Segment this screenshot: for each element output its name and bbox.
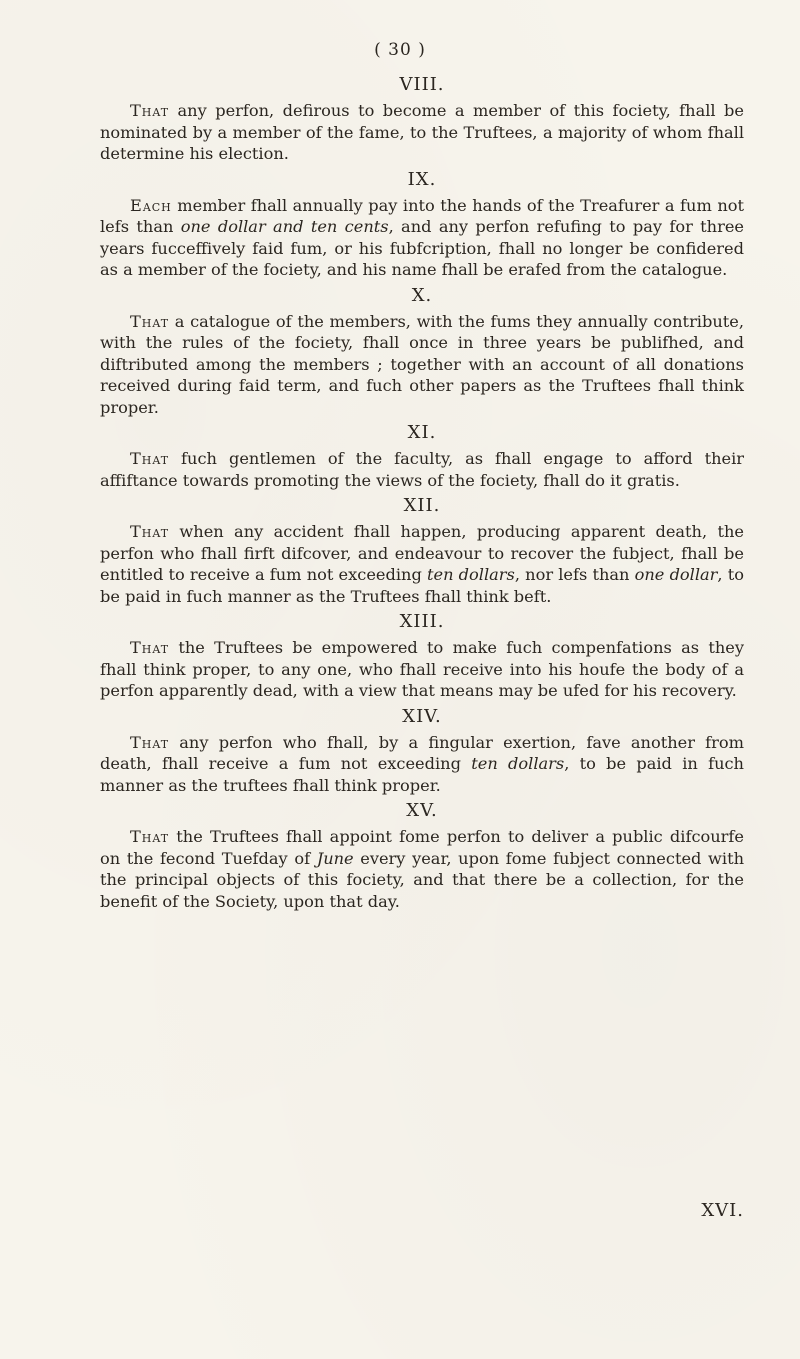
italic-text: ten dollars	[471, 754, 565, 773]
article-numeral: VIII.	[399, 74, 445, 95]
article-lead-word: That	[130, 827, 170, 846]
article-lead-word: That	[130, 522, 170, 541]
article-paragraph	[100, 826, 744, 912]
article-text: , and any perfon refufing to pay for three years fucceffively faid fum, or his fubfcription, fhall no longer be confidered as a member of the fociety, and his name fhall be erafed from the catalogue.	[100, 217, 744, 279]
article-paragraph	[100, 521, 744, 607]
article-paragraph	[100, 311, 744, 419]
article-lead-word: That	[130, 101, 170, 120]
article-text: any perfon, defirous to become a member of this fociety, fhall be nominated by a member of the fame, to the Truftees, a majority of whom fhall determine his election.	[100, 101, 744, 163]
article-paragraph	[100, 637, 744, 702]
article-numeral: X.	[411, 284, 433, 306]
article-text: , nor lefs than	[514, 565, 635, 584]
article-text: any perfon who fhall, by a fingular exertion, fave another from death, fhall receive a fum not exceeding	[100, 732, 744, 773]
article-lead-word: Each	[130, 195, 172, 215]
italic-text: ten dollars	[426, 565, 515, 584]
article-text: the Truftees be empowered to make fuch compenfations as they fhall think proper, to any one, who fhall receive into his houfe the body of a perfon apparently dead, with a view that means may be ufed for his recovery.	[100, 638, 744, 700]
article-text: , to be paid in fuch manner as the truftees fhall think proper.	[100, 754, 744, 795]
article-text: fuch gentlemen of the faculty, as fhall engage to afford their affiftance towards promoting the views of the fociety, fhall do it gratis.	[100, 449, 744, 490]
article-numeral: XIV.	[402, 705, 442, 727]
article-paragraph	[100, 448, 744, 491]
article-lead-word: That	[130, 449, 170, 468]
articles-text	[100, 70, 744, 912]
article-text: , to be paid in fuch manner as the Truftees fhall think beft.	[100, 565, 744, 606]
article-numeral: IX.	[407, 168, 437, 190]
article-text: the Truftees fhall appoint fome perfon to deliver a public difcourfe on the fecond Tuefday of	[100, 827, 744, 868]
article-text: a catalogue of the members, with the fums they annually contribute, with the rules of the fociety, fhall once in three years be publifhed, and diftributed among the members ; together with an account of all donations received during faid term, and fuch other papers as the Truftees fhall think proper.	[100, 311, 744, 417]
italic-text: one dollar	[634, 565, 718, 584]
article-paragraph	[100, 195, 744, 281]
article-numeral: XII.	[403, 495, 441, 516]
page-number: ( 30 )	[374, 40, 426, 60]
article-paragraph	[100, 100, 744, 165]
italic-text: one dollar and ten cents	[180, 217, 389, 236]
article-lead-word: That	[130, 638, 170, 657]
article-text: member fhall annually pay into the hands of the Treafurer a fum not lefs than	[100, 195, 744, 236]
catchword: XVI.	[701, 1200, 744, 1221]
article-numeral: XV.	[406, 800, 438, 821]
italic-text: June	[316, 848, 354, 868]
article-numeral: XI.	[407, 422, 437, 443]
article-numeral: XIII.	[399, 611, 445, 632]
article-lead-word: That	[130, 311, 170, 331]
article-text: when any accident fhall happen, producing apparent death, the perfon who fhall firft difcover, and endeavour to recover the fubject, fhall be entitled to receive a fum not exceeding	[100, 522, 744, 584]
article-paragraph	[100, 732, 744, 797]
article-text: every year, upon fome fubject connected with the principal objects of this fociety, and that there be a collection, for the benefit of the Society, upon that day.	[100, 848, 744, 911]
article-lead-word: That	[130, 732, 170, 752]
